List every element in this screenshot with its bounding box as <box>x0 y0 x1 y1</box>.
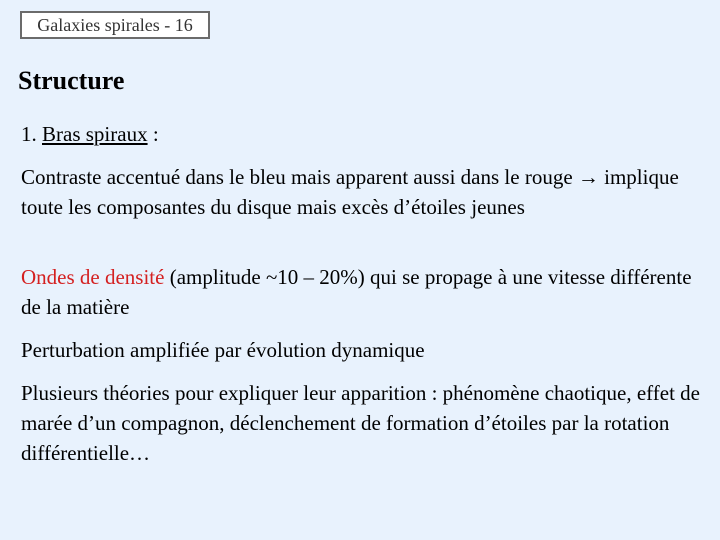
page-title: Structure <box>18 66 125 95</box>
slide-header-text: Galaxies spirales - 16 <box>37 14 193 35</box>
paragraph-perturbation: Perturbation amplifiée par évolution dynamique <box>21 338 425 362</box>
subheading-label: Bras spiraux <box>42 122 148 146</box>
paragraph-density-waves-text: (amplitude ~10 – 20%) qui se propage à une vitesse différente de la matière <box>21 265 692 319</box>
slide-header <box>20 11 210 39</box>
highlight-density-waves: Ondes de densité <box>21 265 165 289</box>
subheading-suffix: : <box>147 122 159 146</box>
paragraph-contrast: Contraste accentué dans le bleu mais apparent aussi dans le rouge → implique toute les composantes du disque mais excès d’étoiles jeunes <box>21 165 679 219</box>
paragraph-theories: Plusieurs théories pour expliquer leur apparition : phénomène chaotique, effet de marée d’un compagnon, déclenchement de formation d’étoiles par la rotation différentielle… <box>21 381 700 465</box>
section-subheading <box>21 119 711 149</box>
paragraph-density-waves <box>21 262 711 322</box>
subheading-number: 1. <box>21 122 37 146</box>
